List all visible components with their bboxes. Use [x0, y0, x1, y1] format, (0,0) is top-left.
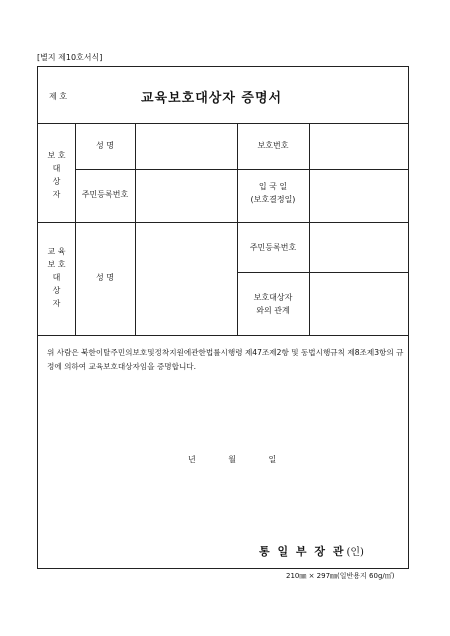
table-bottom-divider: [38, 335, 408, 336]
certification-statement: 위 사람은 북한이탈주민의보호및정착지원에관한법률시행령 제47조제2항 및 동법시행규칙 제8조제3항의 규정에 의하여 교육보호대상자임을 증명합니다.: [47, 348, 404, 371]
protection-number-field[interactable]: [309, 123, 408, 169]
document-number-label: 제 호: [49, 92, 67, 101]
paper-size-note: 210㎜ × 297㎜(일반용지 60g/㎡): [286, 572, 395, 580]
student-name-field[interactable]: [135, 222, 237, 335]
relation-field[interactable]: [309, 272, 408, 335]
guardian-name-field[interactable]: [135, 123, 237, 169]
issue-date-line: 년 월 일: [188, 455, 277, 464]
entry-date-label: 입 국 일 (보호결정일): [250, 182, 296, 204]
relation-label: 보호대상자 와의 관계: [253, 293, 293, 315]
issuer-name: 통 일 부 장 관: [259, 545, 344, 558]
seal-mark: (인): [346, 547, 364, 558]
document-title: 교육보호대상자 증명서: [141, 91, 283, 106]
label-column-divider: [75, 123, 76, 335]
protection-number-label: 보호번호: [257, 141, 289, 150]
guardian-name-label: 성 명: [96, 141, 114, 150]
certificate-form: [37, 66, 409, 569]
student-name-label: 성 명: [96, 273, 114, 282]
guardian-resident-number-label: 주민등록번호: [81, 190, 129, 199]
student-resident-number-label: 주민등록번호: [249, 243, 297, 252]
guardian-resident-number-field[interactable]: [135, 169, 237, 222]
form-number-label: [별지 제10호서식]: [37, 53, 103, 62]
entry-date-field[interactable]: [309, 169, 408, 222]
student-section-label: 교 육 보 호 대 상 자: [47, 247, 66, 308]
student-resident-number-field[interactable]: [309, 222, 408, 272]
guardian-section-label: 보 호 대 상 자: [47, 151, 66, 199]
issuer-line: [259, 543, 364, 559]
